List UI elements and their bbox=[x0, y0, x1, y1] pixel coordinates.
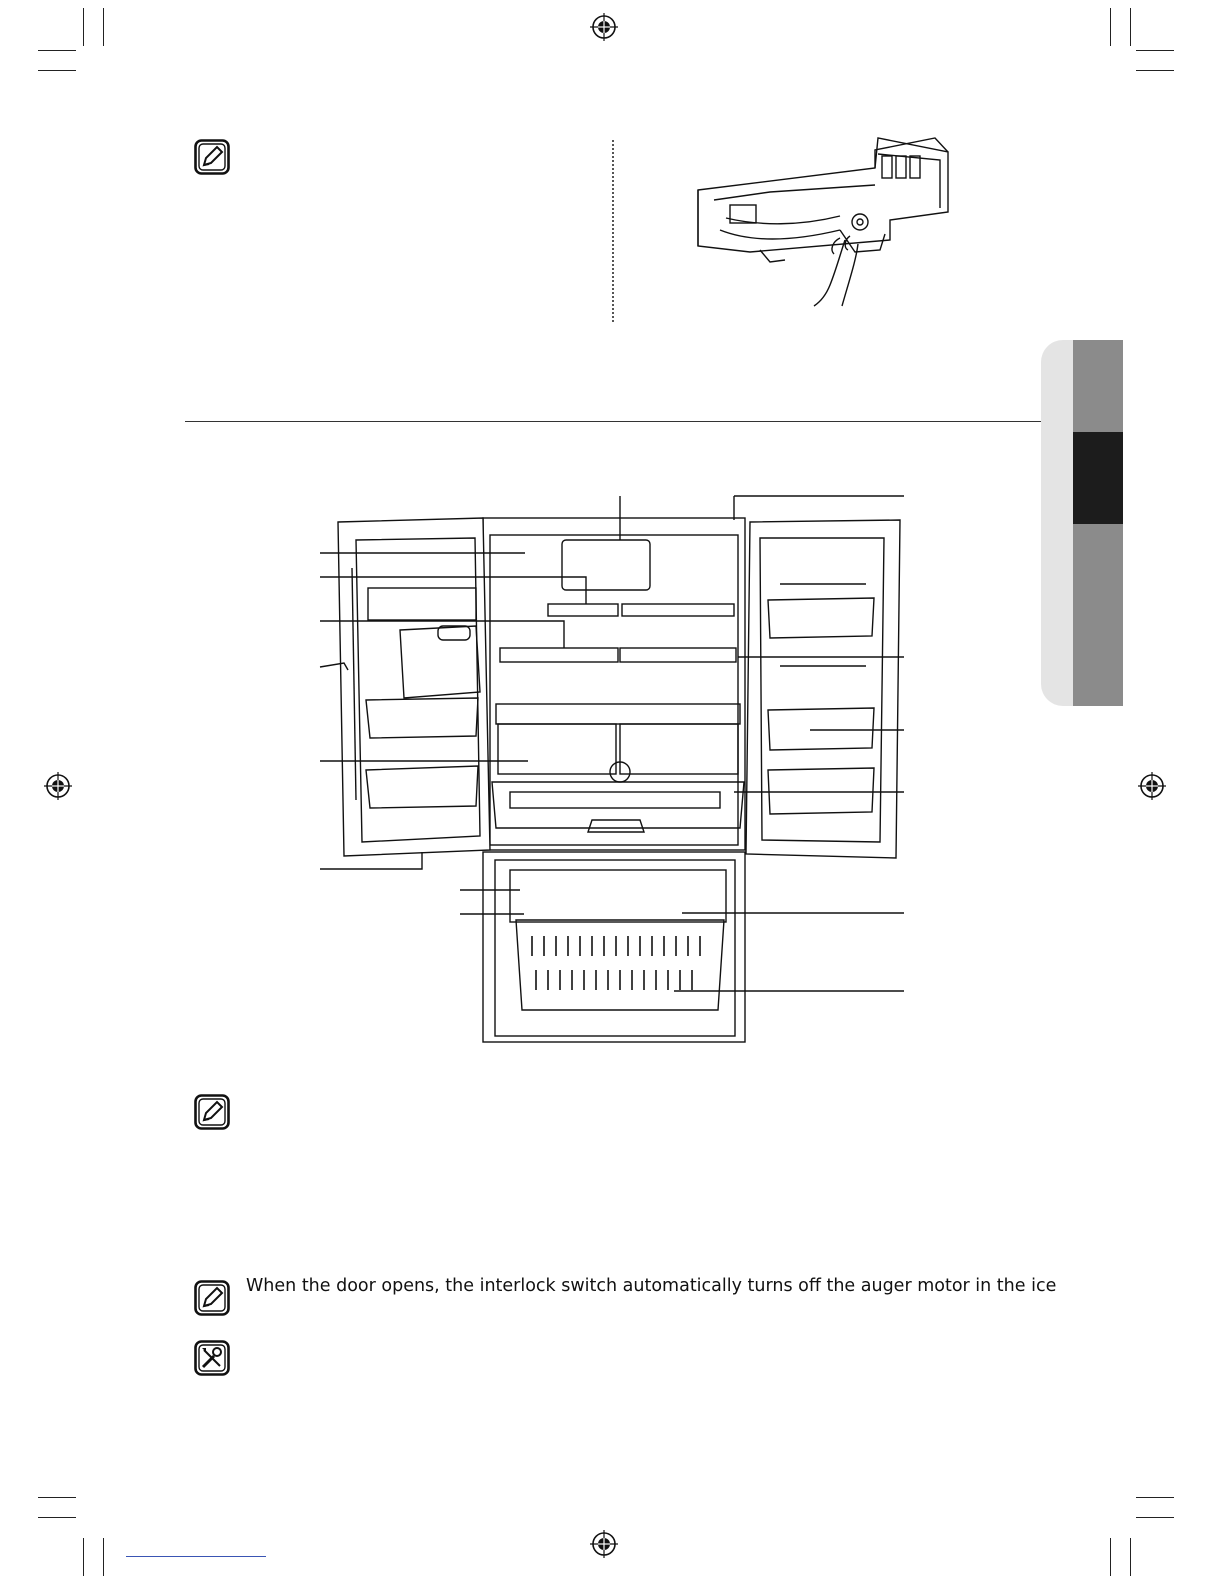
note-pencil-icon bbox=[194, 1094, 230, 1130]
note-pencil-icon bbox=[194, 1280, 230, 1316]
column-separator bbox=[612, 140, 614, 322]
registration-mark-icon bbox=[44, 772, 72, 800]
note-pencil-icon bbox=[194, 139, 230, 175]
link-underline bbox=[126, 1556, 266, 1557]
refrigerator-diagram bbox=[300, 480, 920, 1060]
ice-maker-illustration bbox=[690, 130, 960, 310]
wrench-screwdriver-icon bbox=[194, 1340, 230, 1376]
section-rule bbox=[185, 421, 1041, 422]
registration-mark-icon bbox=[1138, 772, 1166, 800]
registration-mark-icon bbox=[590, 1530, 618, 1558]
interlock-note-text: When the door opens, the interlock switch automatically turns off the auger motor in the ice bbox=[246, 1276, 1057, 1296]
registration-mark-icon bbox=[590, 13, 618, 41]
